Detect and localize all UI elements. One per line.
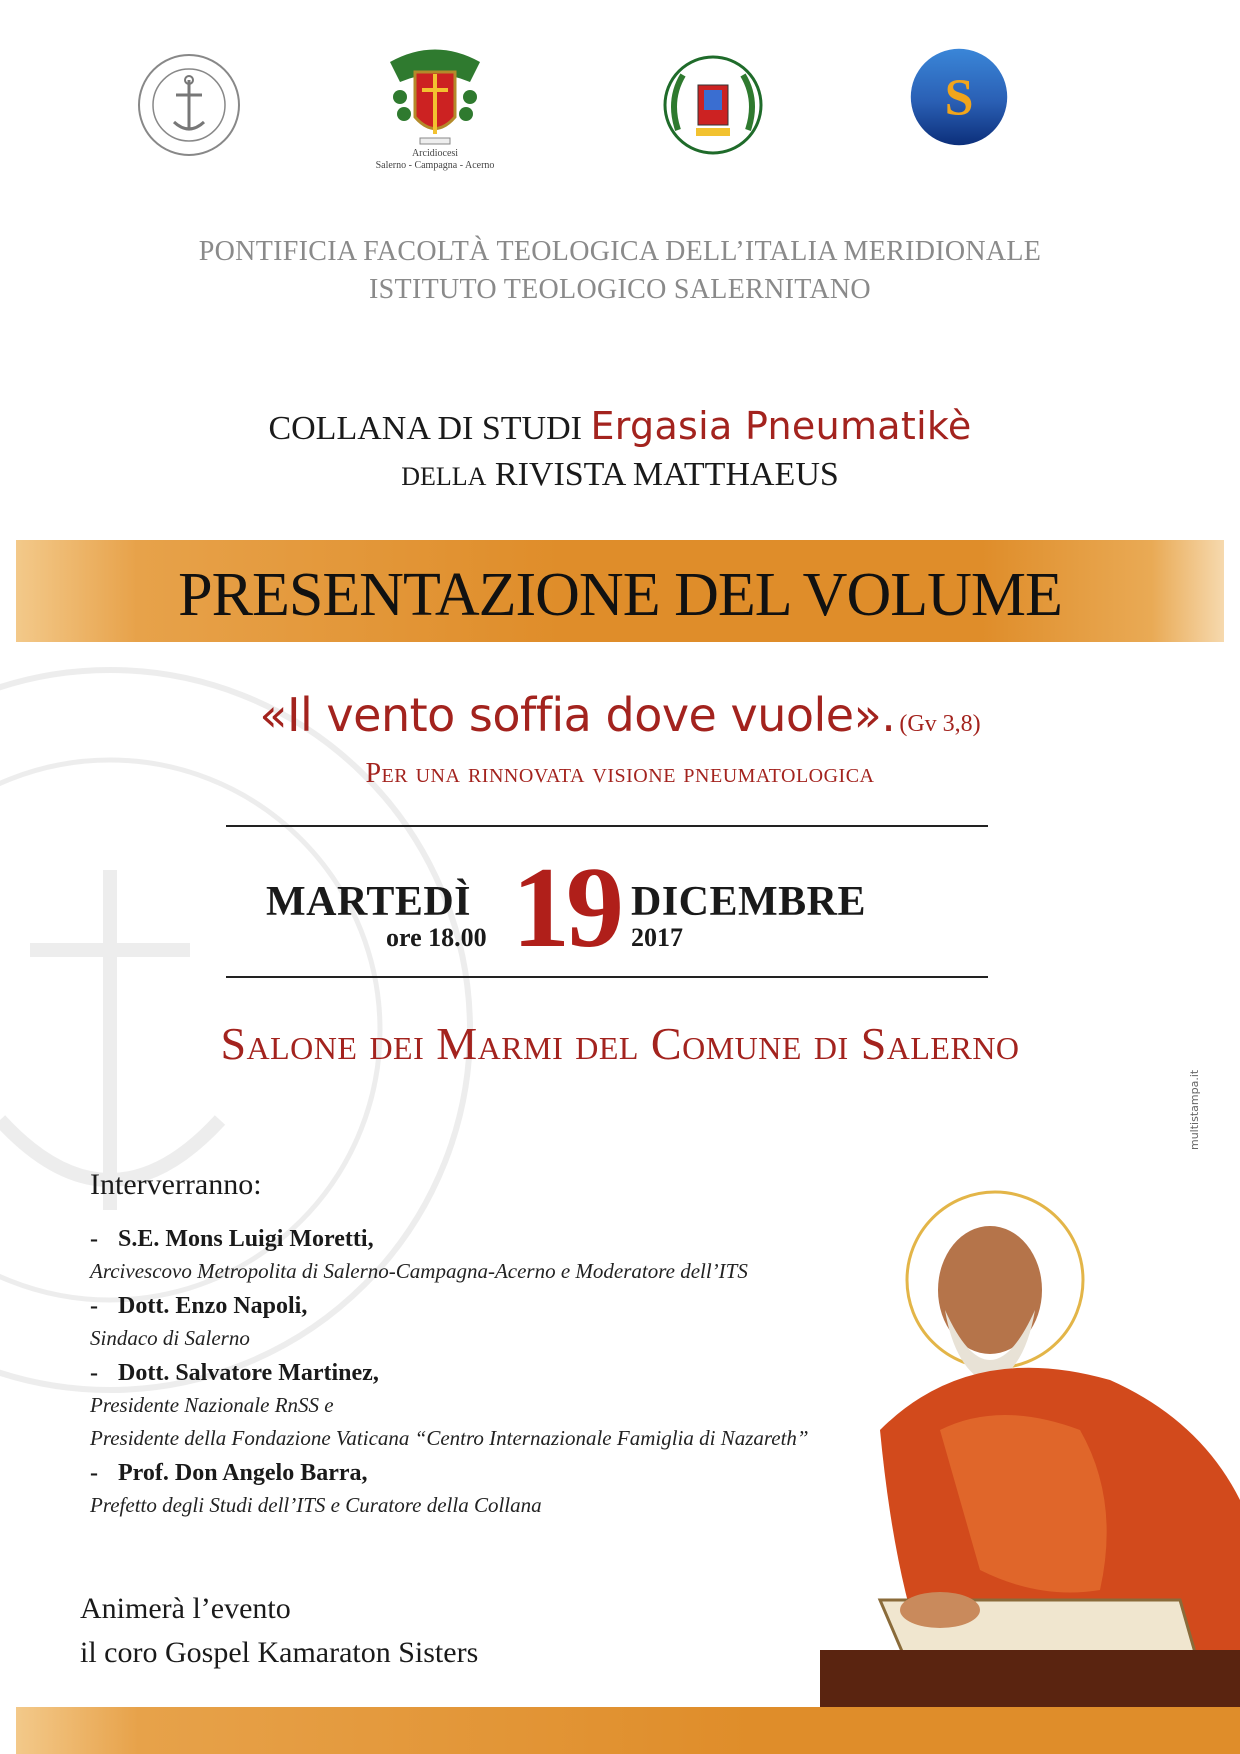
saint-matthew-painting — [820, 1170, 1240, 1754]
archdiocese-caption-line1: Arcidiocesi — [411, 148, 459, 159]
volume-title: «Il vento soffia dove vuole». — [259, 688, 896, 742]
journal-prefix: DELLA — [401, 462, 487, 491]
date-day-number: 19 — [512, 844, 620, 972]
s-round-logo — [908, 46, 1010, 148]
animation-line2: il coro Gospel Kamaraton Sisters — [80, 1636, 479, 1669]
speaker-name-text: Prof. Don Angelo Barra, — [118, 1460, 368, 1486]
volume-title-line — [0, 688, 1240, 742]
archdiocese-caption-line2: Salerno - Campagna - Acerno — [375, 160, 495, 171]
series-prefix: COLLANA DI STUDI — [268, 410, 582, 447]
date-time: ore 18.00 — [386, 923, 487, 952]
bottom-band — [16, 1707, 1240, 1754]
speaker-role: Prefetto degli Studi dell’ITS e Curatore della Collana — [90, 1493, 542, 1517]
volume-subtitle: Per una rinnovata visione pneumatologica — [365, 758, 875, 789]
series-name: Ergasia Pneumatikè — [590, 404, 972, 448]
institution-line1: PONTIFICIA FACOLTÀ TEOLOGICA DELL’ITALIA MERIDIONALE — [198, 236, 1042, 267]
venue: Salone dei Marmi del Comune di Salerno — [220, 1018, 1020, 1069]
journal-name: RIVISTA MATTHAEUS — [494, 456, 839, 493]
its-seal-logo — [134, 50, 244, 160]
date-month: DICEMBRE — [631, 879, 867, 925]
speaker-role: Arcivescovo Metropolita di Salerno-Campagna-Acerno e Moderatore dell’ITS — [90, 1259, 748, 1283]
archdiocese-coat-of-arms-logo — [380, 42, 490, 152]
speaker-name: - Prof. Don Angelo Barra, — [90, 1460, 368, 1486]
printer-credit: multistampa.it — [1188, 1069, 1201, 1150]
divider-top — [226, 825, 988, 827]
speaker-name-text: Dott. Salvatore Martinez, — [118, 1360, 379, 1386]
animation-line1: Animerà l’evento — [80, 1592, 291, 1625]
date-weekday: MARTEDÌ — [266, 879, 472, 925]
date-year: 2017 — [631, 923, 683, 952]
series-line — [0, 404, 1240, 448]
speaker-name: - Dott. Salvatore Martinez, — [90, 1360, 379, 1386]
speaker-role: Presidente Nazionale RnSS e — [90, 1393, 334, 1417]
speaker-name-text: Dott. Enzo Napoli, — [118, 1293, 308, 1319]
s-logo-letter: S — [944, 69, 974, 127]
speakers-heading: Interverranno: — [90, 1168, 262, 1201]
speaker-name: - Dott. Enzo Napoli, — [90, 1293, 308, 1319]
speaker-role: Sindaco di Salerno — [90, 1326, 250, 1350]
speakers-list — [90, 1222, 850, 1523]
speaker-role: Presidente della Fondazione Vaticana “Centro Internazionale Famiglia di Nazareth” — [90, 1426, 809, 1450]
archdiocese-caption — [360, 148, 510, 172]
speaker-name-text: S.E. Mons Luigi Moretti, — [118, 1226, 374, 1252]
volume-reference: (Gv 3,8) — [899, 711, 981, 737]
journal-line — [0, 456, 1240, 494]
speaker-name: - S.E. Mons Luigi Moretti, — [90, 1226, 374, 1252]
divider-bottom — [226, 976, 988, 978]
banner-title: PRESENTAZIONE DEL VOLUME — [178, 561, 1062, 629]
institution-line2: ISTITUTO TEOLOGICO SALERNITANO — [369, 274, 871, 305]
comune-salerno-logo — [658, 50, 768, 160]
